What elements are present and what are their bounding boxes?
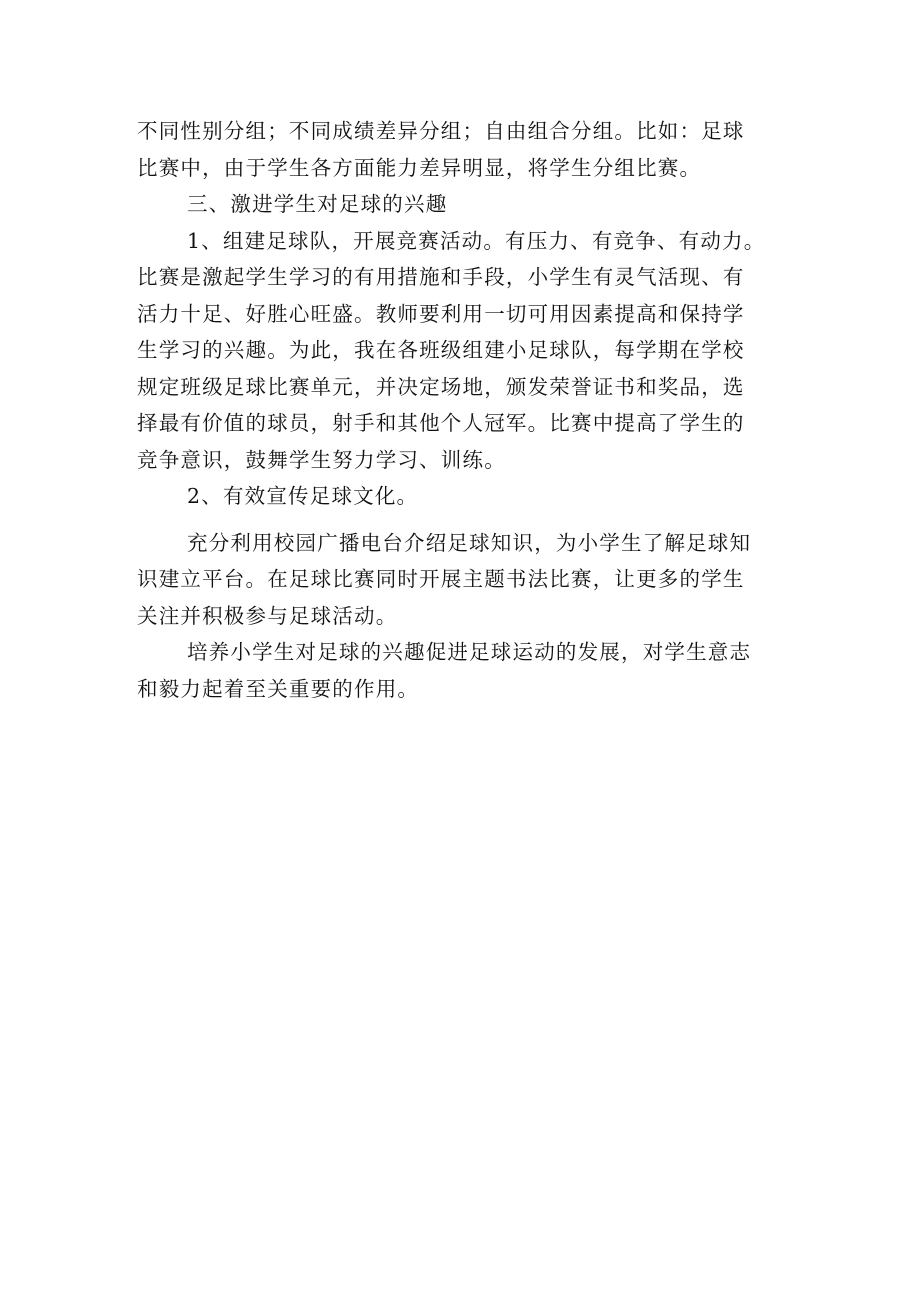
- text-line: 规定班级足球比赛单元，并决定场地，颁发荣誉证书和奖品，选: [137, 374, 745, 399]
- text-line: 择最有价值的球员，射手和其他个人冠军。比赛中提高了学生的: [137, 411, 745, 435]
- text-line: 生学习的兴趣。为此，我在各班级组建小足球队，每学期在学校: [137, 338, 745, 362]
- text-line: 识建立平台。在足球比赛同时开展主题书法比赛，让更多的学生: [137, 567, 745, 591]
- text-line: 不同性别分组；不同成绩差异分组；自由组合分组。比如：足球: [137, 119, 745, 143]
- text-line: 比赛是激起学生学习的有用措施和手段，小学生有灵气活现、有: [137, 265, 745, 289]
- text-line: 充分利用校园广播电台介绍足球知识，为小学生了解足球知: [187, 530, 752, 555]
- text-line: 关注并积极参与足球活动。: [137, 603, 398, 628]
- section-heading: 三、激进学生对足球的兴趣: [187, 192, 448, 216]
- text-line: 培养小学生对足球的兴趣促进足球运动的发展，对学生意志: [187, 640, 752, 664]
- text-line: 活力十足、好胜心旺盛。教师要利用一切可用因素提高和保持学: [137, 301, 745, 326]
- text-line: 竞争意识，鼓舞学生努力学习、训练。: [137, 447, 506, 472]
- subsection-heading: 1、组建足球队，开展竞赛活动。有压力、有竞争、有动力。: [187, 228, 766, 253]
- document-body: [137, 113, 785, 707]
- text-line: 和毅力起着至关重要的作用。: [137, 676, 420, 701]
- text-line: 比赛中，由于学生各方面能力差异明显，将学生分组比赛。: [137, 155, 702, 180]
- subsection-heading: 2、有效宣传足球文化。: [187, 484, 419, 508]
